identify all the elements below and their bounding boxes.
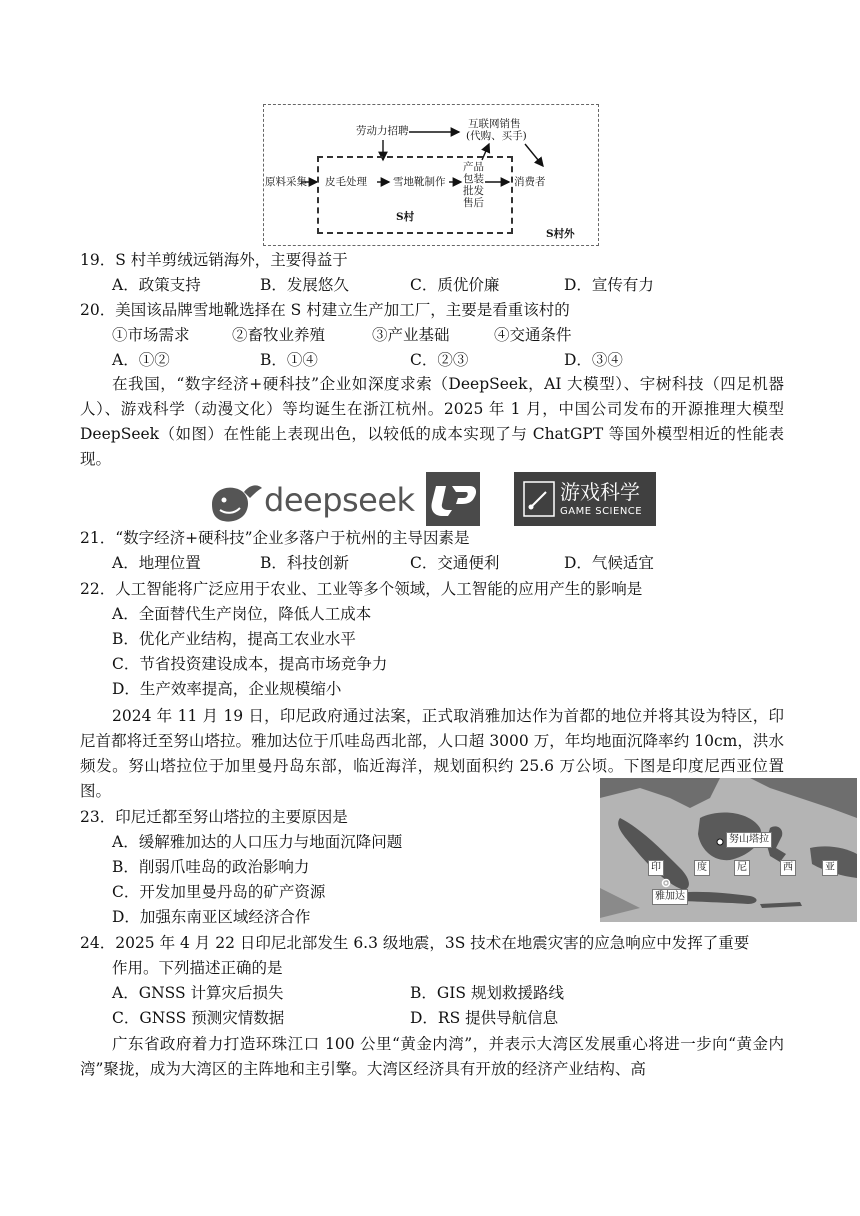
internet-sales-sub-label: (代购、买手) [466, 130, 527, 142]
q24-stem-line2: 作用。下列描述正确的是 [112, 959, 283, 977]
passage-ai: 在我国，“数字经济+硬科技”企业如深度求索（DeepSeek，AI 大模型）、宇树科技（四足机器人）、游戏科学（动漫文化）等均诞生在浙江杭州。2025 年 1 月，中国公司发布的开源推理大模型 DeepSeek（如图）在性能上表现出色，以较低的成本实现了与 ChatGPT 等国外模型相近的性能表现。 [80, 375, 784, 468]
q20-stem: 20．美国该品牌雪地靴选择在 S 村建立生产加工厂，主要是看重该村的 [80, 301, 570, 319]
q22-option-d[interactable]: D．生产效率提高，企业规模缩小 [112, 680, 342, 698]
indonesia-map [600, 778, 857, 922]
s-village-label: S村 [396, 211, 415, 223]
pack-label-1: 产品 [463, 161, 484, 173]
map-country-char-2: 度 [694, 860, 710, 876]
q23-stem: 23．印尼迁都至努山塔拉的主要原因是 [80, 808, 348, 826]
q20-option-d[interactable]: D．③④ [564, 351, 623, 369]
q24-option-d[interactable]: D．RS 提供导航信息 [410, 1009, 559, 1027]
q19-option-a[interactable]: A．政策支持 [112, 276, 201, 294]
q21-option-c[interactable]: C．交通便利 [410, 554, 500, 572]
s-village-outside-label: S村外 [546, 228, 575, 240]
deepseek-logo [206, 476, 415, 528]
q22-stem: 22．人工智能将广泛应用于农业、工业等多个领域，人工智能的应用产生的影响是 [80, 580, 643, 598]
map-country-char-4: 西 [780, 860, 796, 876]
q24-option-c[interactable]: C．GNSS 预测灾情数据 [112, 1009, 285, 1027]
jakarta-label: 雅加达 [652, 889, 688, 905]
game-science-logo [514, 472, 656, 526]
q23-option-d[interactable]: D．加强东南亚区域经济合作 [112, 908, 311, 926]
passage-indonesia: 2024 年 11 月 19 日，印尼政府通过法案，正式取消雅加达作为首都的地位并将其设为特区，印尼首都将迁至努山塔拉。雅加达位于爪哇岛西北部，人口超 3000 万，年均地面沉降率约 10cm，洪水频发。努山塔拉位于加里曼丹岛东部，临近海洋，规划面积约 25.6 万公顷。下图是印度尼西亚位置图。 [80, 707, 784, 800]
q22-option-a[interactable]: A．全面替代生产岗位，降低人工成本 [112, 605, 372, 623]
map-country-char-1: 印 [648, 860, 664, 876]
q20-item-1: ①市场需求 [112, 326, 190, 344]
q22-option-b[interactable]: B．优化产业结构，提高工农业水平 [112, 630, 356, 648]
map-country-char-3: 尼 [734, 860, 750, 876]
game-science-cn: 游戏科学 [560, 480, 640, 504]
unitree-logo [426, 472, 480, 526]
q19-option-c[interactable]: C．质优价廉 [410, 276, 500, 294]
q22-option-c[interactable]: C．节省投资建设成本，提高市场竞争力 [112, 655, 388, 673]
map-country-char-5: 亚 [822, 860, 838, 876]
whale-icon [206, 478, 266, 526]
q24-option-b[interactable]: B．GIS 规划救援路线 [410, 984, 564, 1002]
nusantara-label: 努山塔拉 [726, 832, 772, 848]
q21-option-a[interactable]: A．地理位置 [112, 554, 201, 572]
q20-option-a[interactable]: A．①② [112, 351, 170, 369]
q21-option-d[interactable]: D．气候适宜 [564, 554, 654, 572]
unitree-mark-icon [426, 472, 480, 526]
game-science-en: GAME SCIENCE [560, 506, 643, 517]
q19-stem: 19．S 村羊剪绒远销海外，主要得益于 [80, 251, 348, 269]
passage-gba: 广东省政府着力打造环珠江口 100 公里“黄金内湾”，并表示大湾区发展重心将进一步向“黄金内湾”聚拢，成为大湾区的主阵地和主引擎。大湾区经济具有开放的经济产业结构、高 [80, 1035, 784, 1078]
q23-option-c[interactable]: C．开发加里曼丹岛的矿产资源 [112, 883, 326, 901]
q20-item-2: ②畜牧业养殖 [232, 326, 326, 344]
game-science-mark-icon [518, 472, 558, 526]
q20-option-b[interactable]: B．①④ [260, 351, 318, 369]
q23-option-a[interactable]: A．缓解雅加达的人口压力与地面沉降问题 [112, 833, 403, 851]
deepseek-wordmark: deepseek [264, 481, 415, 519]
q21-stem: 21．“数字经济+硬科技”企业多落户于杭州的主导因素是 [80, 529, 470, 547]
pack-label-4: 售后 [463, 197, 484, 209]
q19-option-b[interactable]: B．发展悠久 [260, 276, 349, 294]
raw-collect-label: 原料采集 [265, 176, 307, 188]
boot-make-label: 雪地靴制作 [393, 176, 446, 188]
q21-option-b[interactable]: B．科技创新 [260, 554, 349, 572]
pack-label-2: 包装 [463, 173, 484, 185]
labour-recruit-label: 劳动力招聘 [356, 125, 409, 137]
q20-option-c[interactable]: C．②③ [410, 351, 469, 369]
q24-option-a[interactable]: A．GNSS 计算灾后损失 [112, 984, 284, 1002]
q19-option-d[interactable]: D．宣传有力 [564, 276, 654, 294]
q20-item-4: ④交通条件 [494, 326, 572, 344]
q20-item-3: ③产业基础 [372, 326, 450, 344]
internet-sales-label: 互联网销售 [468, 118, 521, 130]
consumer-label: 消费者 [514, 176, 546, 188]
map-shapes [600, 778, 857, 922]
q23-option-b[interactable]: B．削弱爪哇岛的政治影响力 [112, 858, 310, 876]
q24-stem-line1: 24．2025 年 4 月 22 日印尼北部发生 6.3 级地震，3S 技术在地震灾害的应急响应中发挥了重要 [80, 934, 750, 952]
pack-label-3: 批发 [463, 185, 484, 197]
hide-process-label: 皮毛处理 [325, 176, 367, 188]
